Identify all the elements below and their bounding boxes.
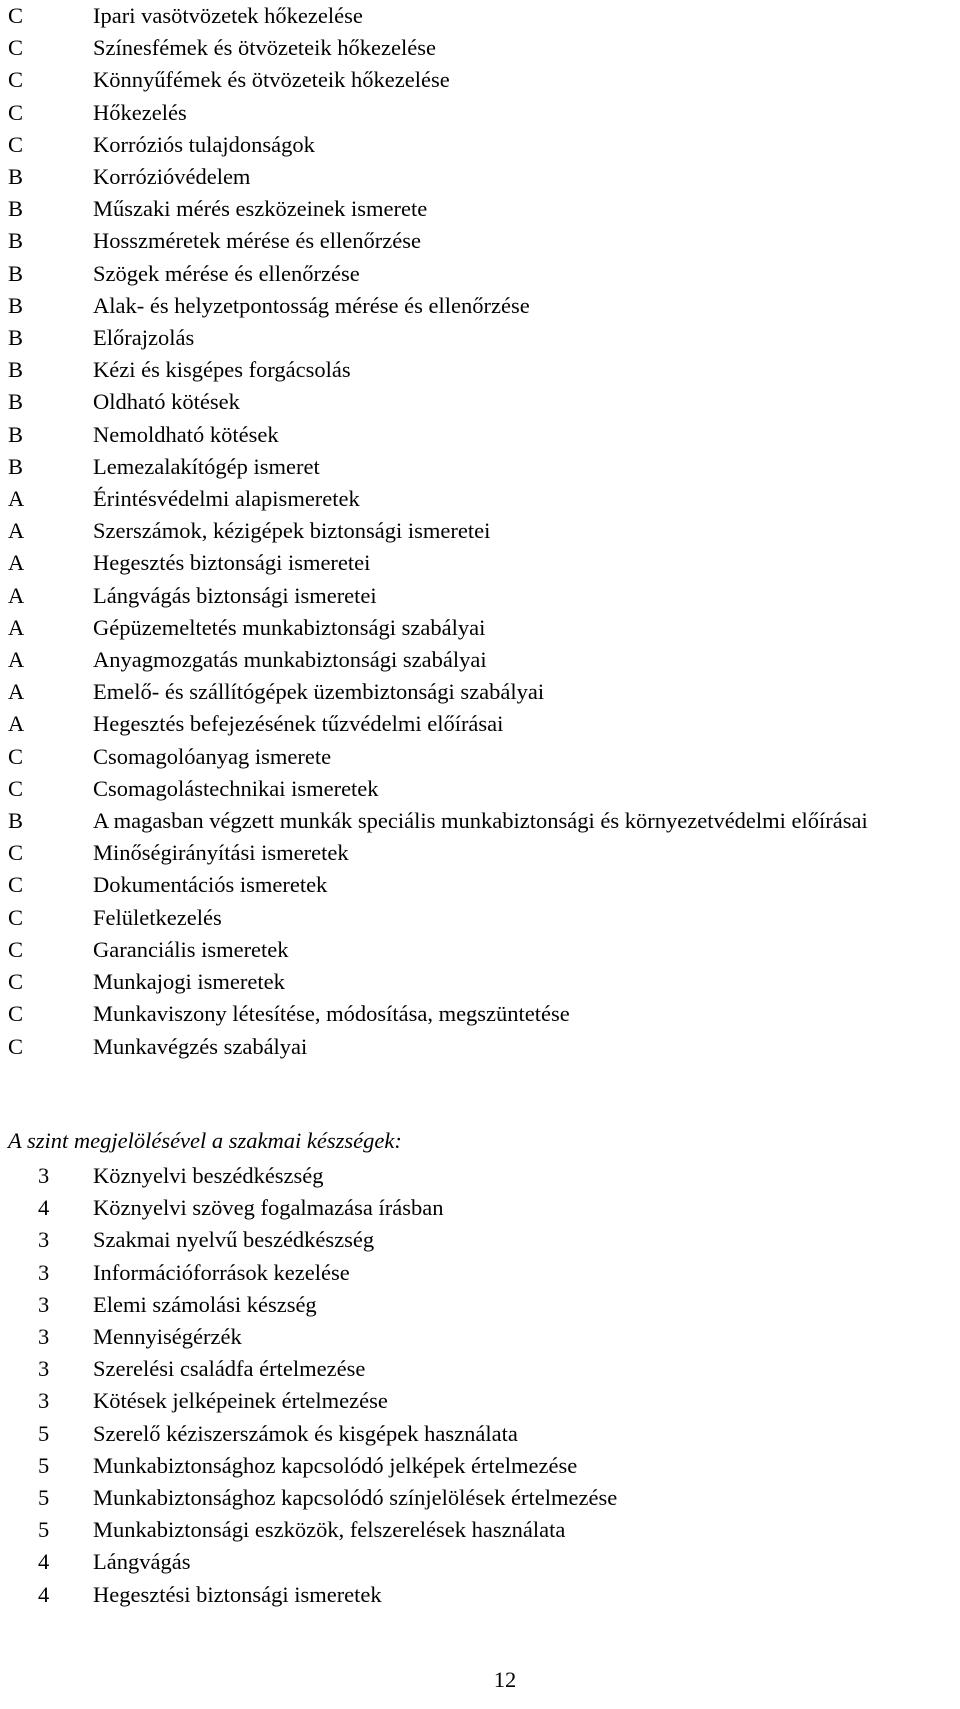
item-text: Munkabiztonsághoz kapcsolódó színjelölések értelmezése [93, 1485, 618, 1511]
item-level-code: 5 [38, 1485, 50, 1511]
item-level-code: 3 [38, 1163, 50, 1188]
item-level-code: 3 [38, 1259, 50, 1285]
item-text: Korróziós tulajdonságok [93, 131, 315, 157]
list-item [0, 1546, 960, 1578]
item-level-code: B [8, 196, 24, 222]
item-text: Műszaki mérés eszközeinek ismerete [93, 196, 428, 222]
list-item [0, 612, 960, 644]
list-item [0, 644, 960, 676]
item-level-code: C [8, 1033, 24, 1059]
item-text: Minőségirányítási ismeretek [93, 840, 349, 866]
item-text: Kézi és kisgépes forgácsolás [93, 357, 351, 383]
item-text: Szerelő kéziszerszámok és kisgépek használata [93, 1420, 518, 1446]
item-level-code: 3 [38, 1388, 50, 1414]
item-level-code: B [8, 260, 24, 286]
item-level-code: B [8, 325, 24, 351]
list-item [0, 97, 960, 129]
list-item [0, 1353, 960, 1385]
list-item [0, 354, 960, 386]
item-text: Szögek mérése és ellenőrzése [93, 260, 360, 286]
item-text: Köznyelvi beszédkészség [93, 1163, 324, 1188]
item-text: Hegesztés befejezésének tűzvédelmi előírásai [93, 711, 504, 737]
item-text: Hőkezelés [93, 99, 187, 125]
list-item [0, 708, 960, 740]
list-item [0, 934, 960, 966]
item-level-code: 5 [38, 1452, 50, 1478]
item-level-code: A [8, 647, 25, 673]
item-level-code: C [8, 743, 24, 769]
item-level-code: 4 [38, 1581, 50, 1607]
item-text: Szerszámok, kézigépek biztonsági ismeretei [93, 518, 491, 544]
list-item [0, 1160, 960, 1192]
item-level-code: 3 [38, 1227, 50, 1253]
list-item [0, 1192, 960, 1224]
list-item [0, 741, 960, 773]
item-level-code: C [8, 872, 24, 898]
item-level-code: C [8, 35, 24, 61]
list-item [0, 1289, 960, 1321]
item-level-code: A [8, 614, 25, 640]
page-number: 12 [493, 1667, 517, 1692]
list-item [0, 1482, 960, 1514]
list-item [0, 32, 960, 64]
item-text: Kötések jelképeinek értelmezése [93, 1388, 388, 1414]
item-text: A magasban végzett munkák speciális munkabiztonsági és környezetvédelmi előírásai [93, 808, 868, 834]
list-item [0, 225, 960, 257]
list-item [0, 1321, 960, 1353]
skills-heading: A szint megjelölésével a szakmai készségek: [8, 1128, 402, 1153]
item-text: Munkabiztonsághoz kapcsolódó jelképek értelmezése [93, 1452, 578, 1478]
item-text: Lángvágás biztonsági ismeretei [93, 582, 377, 608]
item-text: Szakmai nyelvű beszédkészség [93, 1227, 375, 1253]
item-level-code: A [8, 550, 25, 576]
list-item [0, 483, 960, 515]
item-text: Elemi számolási készség [93, 1291, 317, 1317]
item-level-code: B [8, 228, 24, 254]
item-text: Hegesztés biztonsági ismeretei [93, 550, 371, 576]
skills-list [0, 1160, 960, 1611]
list-item [0, 547, 960, 579]
item-level-code: 4 [38, 1549, 50, 1575]
item-level-code: A [8, 582, 25, 608]
item-text: Köznyelvi szöveg fogalmazása írásban [93, 1195, 444, 1221]
list-item [0, 1224, 960, 1256]
item-level-code: B [8, 357, 24, 383]
item-text: Lemezalakítógép ismeret [93, 453, 320, 479]
list-item [0, 129, 960, 161]
list-item [0, 998, 960, 1030]
list-item [0, 773, 960, 805]
item-text: Könnyűfémek és ötvözeteik hőkezelése [93, 67, 450, 93]
item-level-code: 3 [38, 1291, 50, 1317]
item-text: Mennyiségérzék [93, 1324, 242, 1350]
list-item [0, 966, 960, 998]
item-text: Munkajogi ismeretek [93, 969, 285, 995]
item-level-code: A [8, 711, 25, 737]
item-level-code: C [8, 67, 24, 93]
item-text: Információforrások kezelése [93, 1259, 350, 1285]
item-level-code: C [8, 1001, 24, 1027]
list-item [0, 1514, 960, 1546]
item-level-code: B [8, 808, 24, 834]
list-item [0, 161, 960, 193]
list-item [0, 676, 960, 708]
item-text: Anyagmozgatás munkabiztonsági szabályai [93, 647, 487, 673]
item-level-code: C [8, 131, 24, 157]
list-item [0, 1385, 960, 1417]
list-item [0, 322, 960, 354]
list-item [0, 386, 960, 418]
item-text: Munkabiztonsági eszközök, felszerelések használata [93, 1517, 566, 1543]
item-level-code: A [8, 518, 25, 544]
list-item [0, 805, 960, 837]
item-level-code: C [8, 969, 24, 995]
item-text: Nemoldható kötések [93, 421, 279, 447]
item-text: Gépüzemeltetés munkabiztonsági szabályai [93, 614, 486, 640]
list-item [0, 451, 960, 483]
item-text: Garanciális ismeretek [93, 936, 289, 962]
list-item [0, 193, 960, 225]
item-level-code: C [8, 99, 24, 125]
item-text: Érintésvédelmi alapismeretek [93, 486, 360, 512]
item-level-code: B [8, 453, 24, 479]
item-level-code: 3 [38, 1356, 50, 1382]
item-level-code: 5 [38, 1420, 50, 1446]
list-item [0, 419, 960, 451]
list-item [0, 258, 960, 290]
item-level-code: 4 [38, 1195, 50, 1221]
item-text: Emelő- és szállítógépek üzembiztonsági szabályai [93, 679, 545, 705]
list-item [0, 1031, 960, 1063]
item-text: Hosszméretek mérése és ellenőrzése [93, 228, 421, 254]
item-text: Felületkezelés [93, 904, 222, 930]
list-item [0, 0, 960, 32]
item-text: Színesfémek és ötvözeteik hőkezelése [93, 35, 436, 61]
item-level-code: C [8, 936, 24, 962]
list-item [0, 515, 960, 547]
item-level-code: A [8, 486, 25, 512]
item-text: Oldható kötések [93, 389, 240, 415]
list-item [0, 290, 960, 322]
list-item [0, 1579, 960, 1611]
item-level-code: 3 [38, 1324, 50, 1350]
item-level-code: 5 [38, 1517, 50, 1543]
item-text: Előrajzolás [93, 325, 195, 351]
item-level-code: A [8, 679, 25, 705]
item-text: Csomagolóanyag ismerete [93, 743, 332, 769]
list-item [0, 1450, 960, 1482]
item-text: Munkavégzés szabályai [93, 1033, 308, 1059]
item-level-code: C [8, 840, 24, 866]
item-level-code: C [8, 3, 24, 28]
item-level-code: C [8, 904, 24, 930]
list-item [0, 869, 960, 901]
list-item [0, 837, 960, 869]
list-item [0, 902, 960, 934]
list-item [0, 1257, 960, 1289]
item-level-code: B [8, 389, 24, 415]
item-level-code: B [8, 292, 24, 318]
item-text: Munkaviszony létesítése, módosítása, megszüntetése [93, 1001, 570, 1027]
item-level-code: C [8, 775, 24, 801]
item-level-code: B [8, 164, 24, 190]
item-text: Szerelési családfa értelmezése [93, 1356, 366, 1382]
item-level-code: B [8, 421, 24, 447]
item-text: Csomagolástechnikai ismeretek [93, 775, 379, 801]
item-text: Ipari vasötvözetek hőkezelése [93, 3, 363, 28]
list-item [0, 1418, 960, 1450]
item-text: Lángvágás [93, 1549, 191, 1575]
item-text: Hegesztési biztonsági ismeretek [93, 1581, 382, 1607]
item-text: Dokumentációs ismeretek [93, 872, 328, 898]
item-text: Korrózióvédelem [93, 164, 251, 190]
item-text: Alak- és helyzetpontosság mérése és ellenőrzése [93, 292, 530, 318]
list-item [0, 64, 960, 96]
list-item [0, 580, 960, 612]
